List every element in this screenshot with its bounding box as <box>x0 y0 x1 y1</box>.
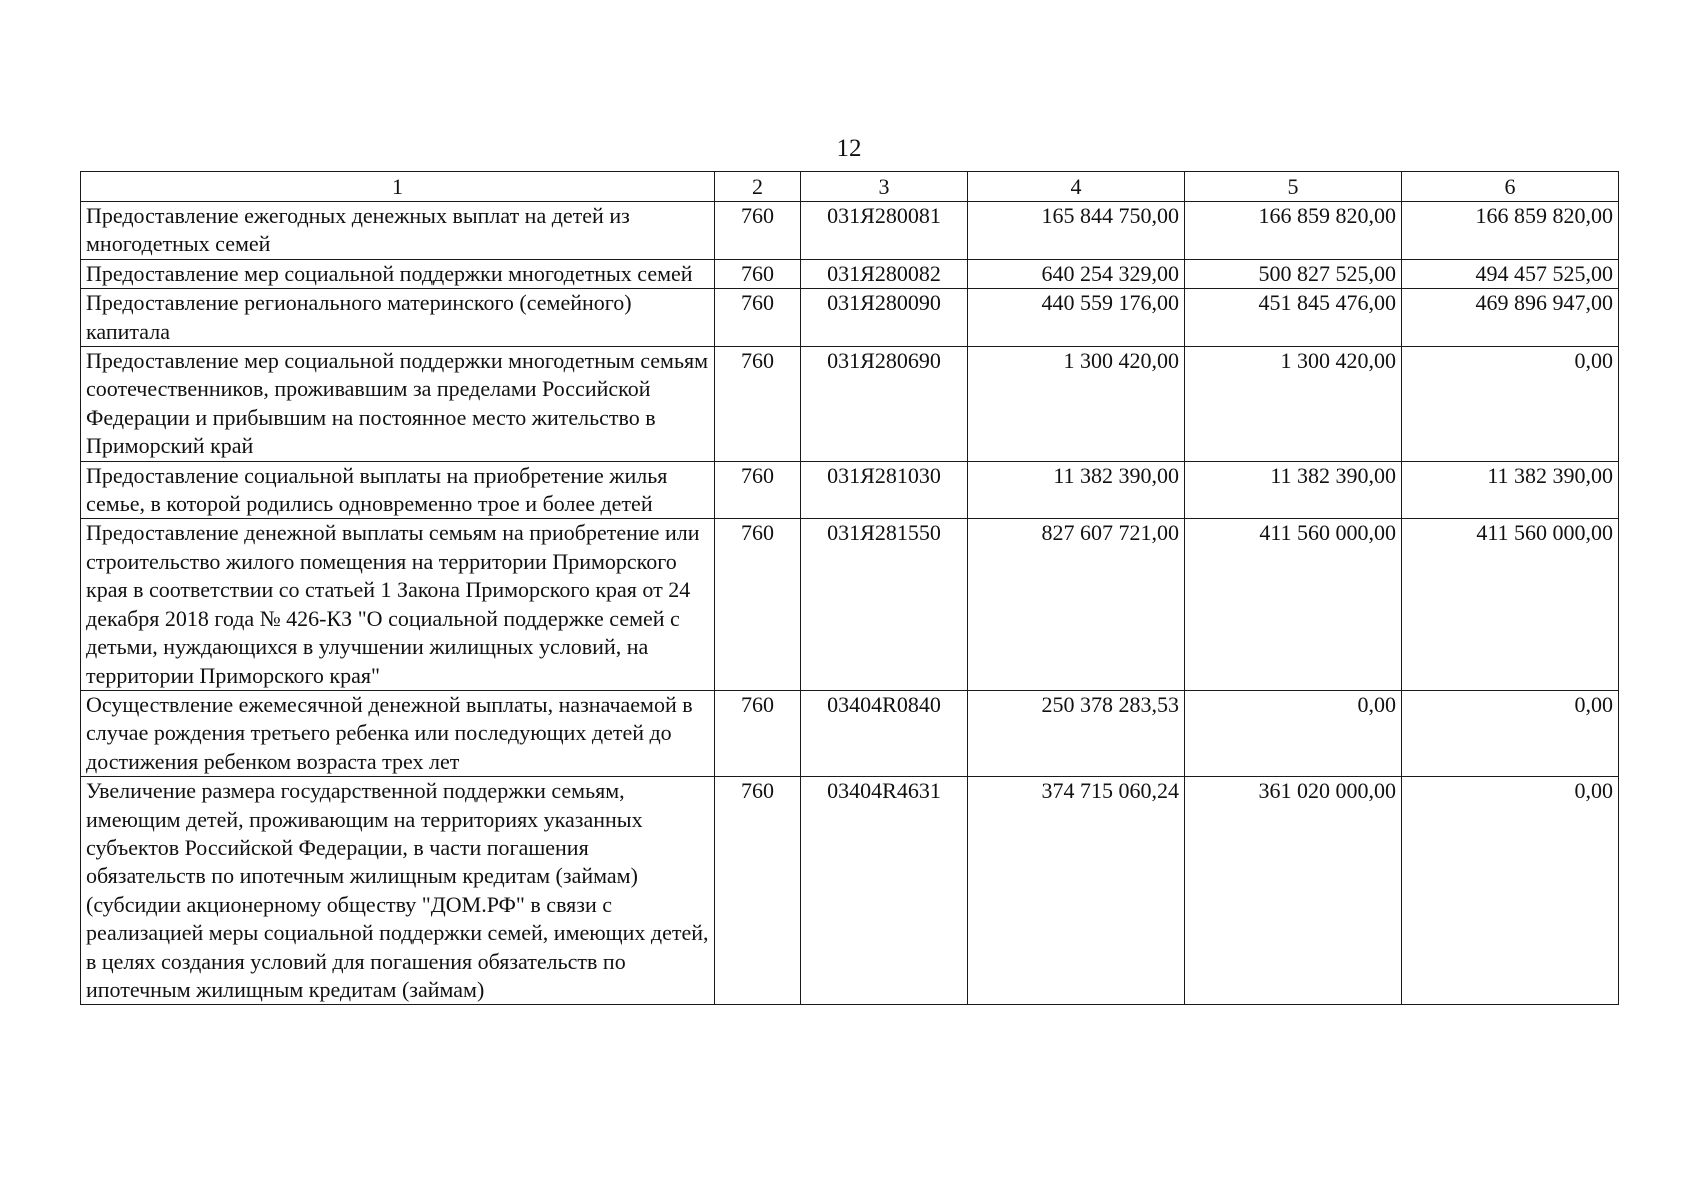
row-name: Предоставление регионального материнского (семейного) капитала <box>81 289 715 347</box>
row-value-5: 11 382 390,00 <box>1185 461 1402 519</box>
row-value-5: 411 560 000,00 <box>1185 519 1402 690</box>
col-header-3: 3 <box>801 172 968 202</box>
row-name: Предоставление мер социальной поддержки многодетным семьям соотечественников, проживавшим за пределами Российской Федерации и прибывшим на постоянное место жительство в Приморский край <box>81 347 715 462</box>
row-value-5: 451 845 476,00 <box>1185 289 1402 347</box>
row-value-4: 827 607 721,00 <box>968 519 1185 690</box>
row-target-article: 031Я281030 <box>801 461 968 519</box>
table-row <box>81 519 1619 690</box>
row-value-5: 166 859 820,00 <box>1185 202 1402 260</box>
row-target-article: 031Я280082 <box>801 259 968 288</box>
table-row <box>81 289 1619 347</box>
row-target-article: 031Я280090 <box>801 289 968 347</box>
page-number: 12 <box>836 135 862 162</box>
row-value-4: 640 254 329,00 <box>968 259 1185 288</box>
col-header-4: 4 <box>968 172 1185 202</box>
row-target-article: 031Я280081 <box>801 202 968 260</box>
table-row <box>81 777 1619 1005</box>
row-value-6: 0,00 <box>1402 777 1619 1005</box>
row-value-4: 11 382 390,00 <box>968 461 1185 519</box>
row-code: 760 <box>715 461 801 519</box>
table-row <box>81 347 1619 462</box>
col-header-1: 1 <box>81 172 715 202</box>
header-row <box>81 172 1619 202</box>
row-value-4: 165 844 750,00 <box>968 202 1185 260</box>
row-value-6: 469 896 947,00 <box>1402 289 1619 347</box>
table-row <box>81 690 1619 776</box>
col-header-6: 6 <box>1402 172 1619 202</box>
row-value-4: 250 378 283,53 <box>968 690 1185 776</box>
row-value-5: 0,00 <box>1185 690 1402 776</box>
row-code: 760 <box>715 289 801 347</box>
row-value-5: 500 827 525,00 <box>1185 259 1402 288</box>
row-value-6: 494 457 525,00 <box>1402 259 1619 288</box>
row-target-article: 031Я281550 <box>801 519 968 690</box>
row-code: 760 <box>715 690 801 776</box>
row-value-4: 374 715 060,24 <box>968 777 1185 1005</box>
row-value-4: 440 559 176,00 <box>968 289 1185 347</box>
row-name: Предоставление мер социальной поддержки многодетных семей <box>81 259 715 288</box>
row-target-article: 031Я280690 <box>801 347 968 462</box>
row-value-6: 411 560 000,00 <box>1402 519 1619 690</box>
row-code: 760 <box>715 777 801 1005</box>
col-header-2: 2 <box>715 172 801 202</box>
row-target-article: 03404R0840 <box>801 690 968 776</box>
row-name: Предоставление ежегодных денежных выплат на детей из многодетных семей <box>81 202 715 260</box>
row-value-6: 0,00 <box>1402 690 1619 776</box>
table-row <box>81 259 1619 288</box>
table-row <box>81 202 1619 260</box>
row-value-5: 361 020 000,00 <box>1185 777 1402 1005</box>
row-code: 760 <box>715 347 801 462</box>
row-name: Предоставление денежной выплаты семьям на приобретение или строительство жилого помещения на территории Приморского края в соответствии со статьей 1 Закона Приморского края от 24 декабря 2018 года № 426-КЗ "О социальной поддержке семей с детьми, нуждающихся в улучшении жилищных условий, на территории Приморского края" <box>81 519 715 690</box>
row-name: Увеличение размера государственной поддержки семьям, имеющим детей, проживающим на территориях указанных субъектов Российской Федерации, в части погашения обязательств по ипотечным жилищным кредитам (займам) (субсидии акционерному обществу "ДОМ.РФ" в связи с реализацией меры социальной поддержки семей, имеющих детей, в целях создания условий для погашения обязательств по ипотечным жилищным кредитам (займам) <box>81 777 715 1005</box>
row-code: 760 <box>715 519 801 690</box>
row-value-5: 1 300 420,00 <box>1185 347 1402 462</box>
row-value-4: 1 300 420,00 <box>968 347 1185 462</box>
row-code: 760 <box>715 259 801 288</box>
row-code: 760 <box>715 202 801 260</box>
table-row <box>81 461 1619 519</box>
row-target-article: 03404R4631 <box>801 777 968 1005</box>
row-value-6: 0,00 <box>1402 347 1619 462</box>
row-name: Осуществление ежемесячной денежной выплаты, назначаемой в случае рождения третьего ребенка или последующих детей до достижения ребенком возраста трех лет <box>81 690 715 776</box>
row-name: Предоставление социальной выплаты на приобретение жилья семье, в которой родились одновременно трое и более детей <box>81 461 715 519</box>
row-value-6: 11 382 390,00 <box>1402 461 1619 519</box>
col-header-5: 5 <box>1185 172 1402 202</box>
budget-table <box>80 171 1619 1005</box>
row-value-6: 166 859 820,00 <box>1402 202 1619 260</box>
